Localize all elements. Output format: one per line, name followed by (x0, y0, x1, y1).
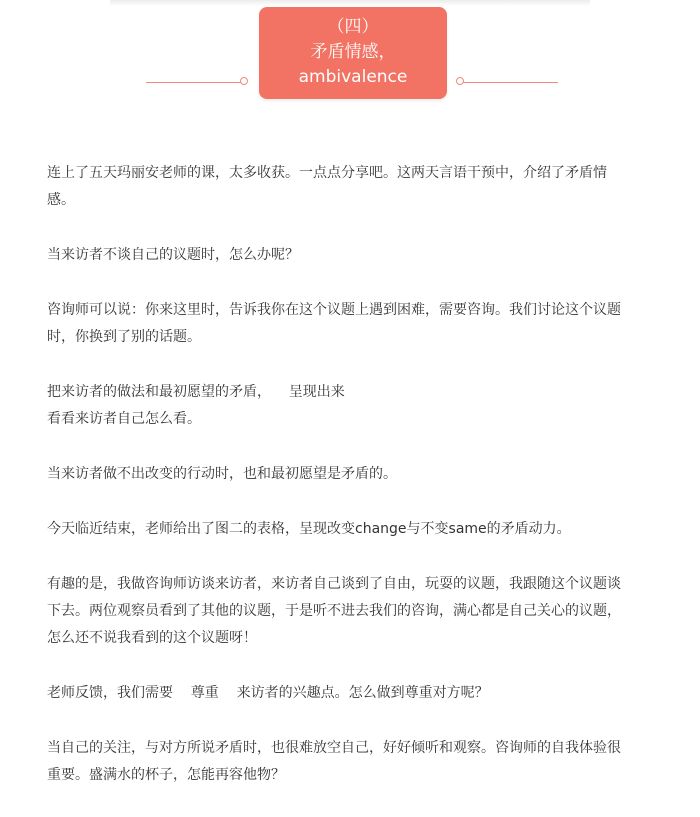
section-title: 矛盾情感， (310, 42, 396, 62)
paragraph (47, 735, 659, 789)
section-header (0, 0, 700, 110)
paragraph-line: 今天临近结束，老师给出了图二的表格，呈现改变change与不变same的矛盾动力。 (47, 521, 571, 537)
paragraph (47, 680, 659, 707)
paragraph-line: 有趣的是，我做咨询师访谈来访者，来访者自己谈到了自由，玩耍的议题，我跟随这个议题谈 (47, 576, 621, 592)
paragraph-line: 时，你换到了别的话题。 (47, 329, 201, 345)
paragraph-line: 当自己的关注，与对方所说矛盾时，也很难放空自己，好好倾听和观察。咨询师的自我体验很 (47, 740, 621, 756)
header-right-rule (463, 82, 558, 83)
paragraph (47, 516, 659, 543)
paragraph (47, 379, 659, 433)
paragraph-line: 怎么还不说我看到的这个议题呀！ (47, 630, 257, 646)
header-left-rule (146, 82, 241, 83)
paragraph-line: 重要。盛满水的杯子，怎能再容他物？ (47, 767, 285, 783)
paragraph-line: 看看来访者自己怎么看。 (47, 411, 201, 427)
paragraph-line: 连上了五天玛丽安老师的课，太多收获。一点点分享吧。这两天言语干预中，介绍了矛盾情 (47, 165, 607, 181)
article-body (47, 160, 659, 817)
paragraph-line: 把来访者的做法和最初愿望的矛盾， 呈现出来 (47, 384, 345, 400)
paragraph-line: 当来访者不谈自己的议题时，怎么办呢？ (47, 247, 299, 263)
header-right-dot (456, 77, 464, 85)
paragraph-line: 感。 (47, 192, 75, 208)
paragraph-line: 当来访者做不出改变的行动时，也和最初愿望是矛盾的。 (47, 466, 397, 482)
paragraph (47, 571, 659, 652)
section-title-badge (259, 7, 447, 99)
section-number: （四） (327, 17, 379, 37)
header-left-dot (240, 77, 248, 85)
paragraph-line: 咨询师可以说：你来这里时，告诉我你在这个议题上遇到困难，需要咨询。我们讨论这个议题 (47, 302, 621, 318)
paragraph-line: 老师反馈，我们需要 尊重 来访者的兴趣点。怎么做到尊重对方呢？ (47, 685, 489, 701)
paragraph-line: 下去。两位观察员看到了其他的议题，于是听不进去我们的咨询，满心都是自己关心的议题， (47, 603, 621, 619)
paragraph (47, 242, 659, 269)
paragraph (47, 160, 659, 214)
paragraph (47, 461, 659, 488)
section-subtitle: ambivalence (298, 67, 408, 87)
paragraph (47, 297, 659, 351)
